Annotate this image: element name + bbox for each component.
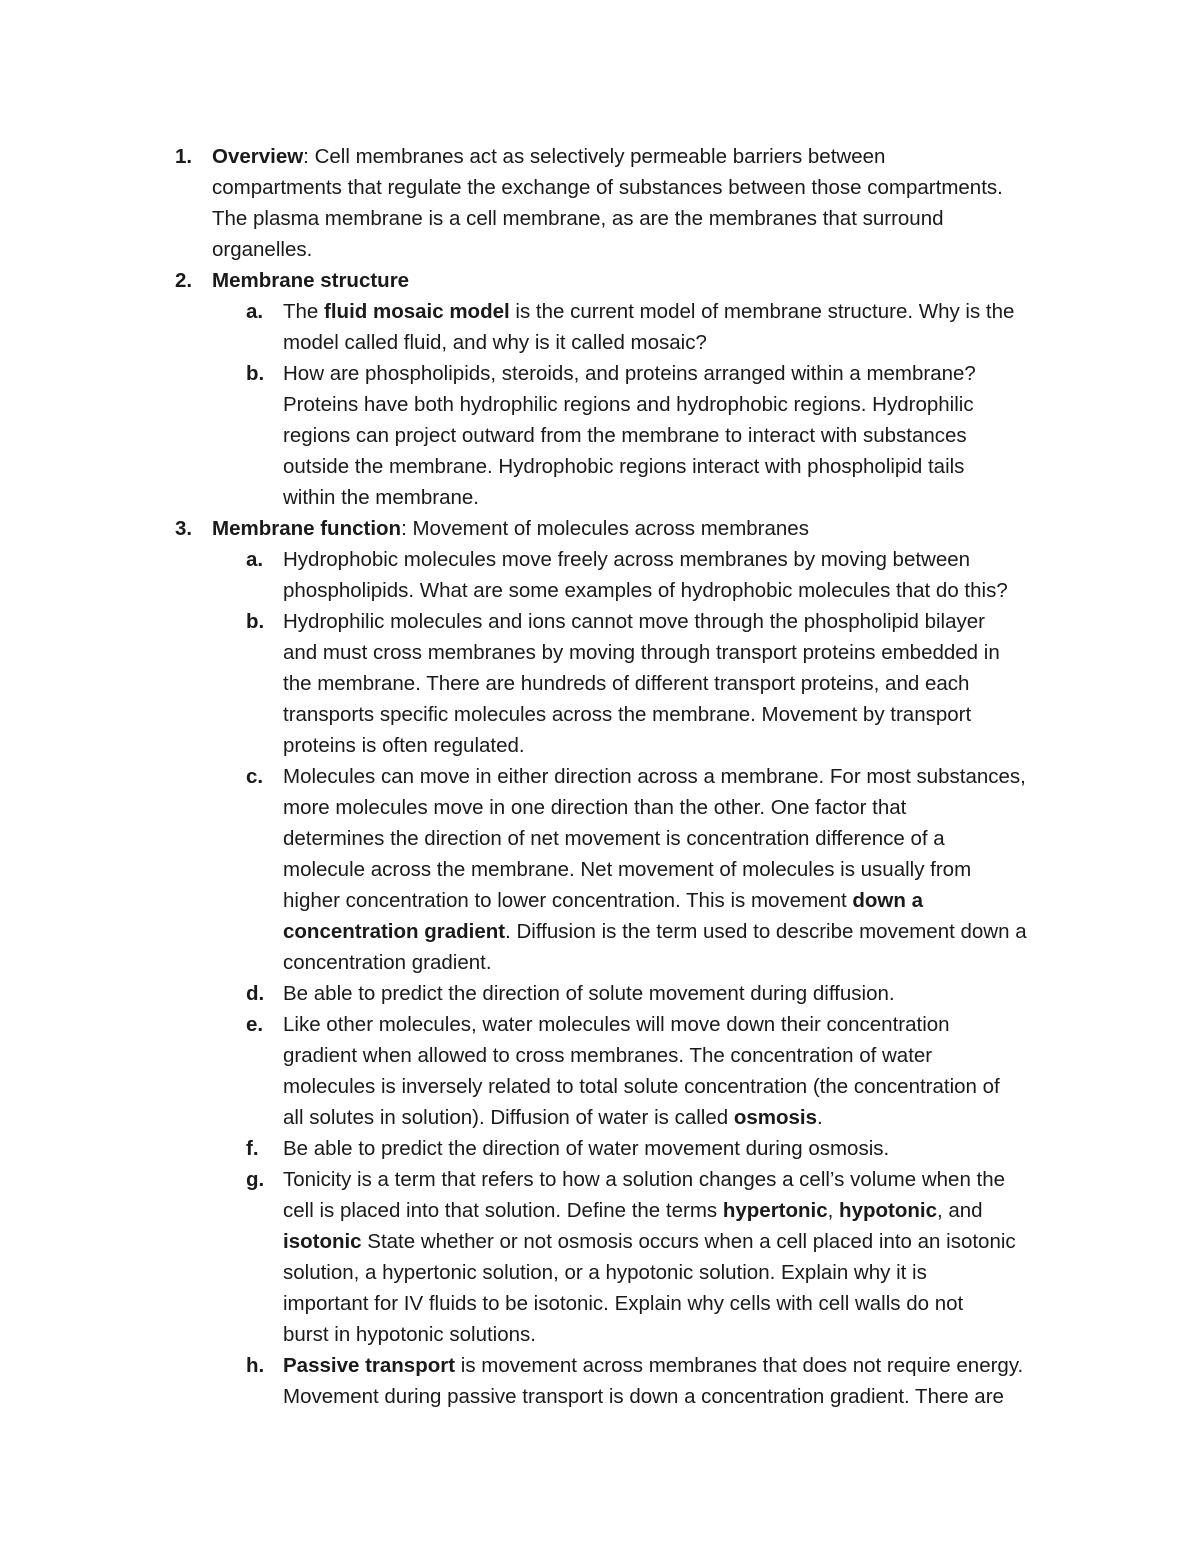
sublist-item-line xyxy=(283,1288,963,1319)
sublist-item-line xyxy=(283,420,967,451)
bold-term: isotonic xyxy=(283,1230,362,1253)
sublist-item-line xyxy=(283,482,479,513)
sublist-item-line xyxy=(283,978,895,1009)
bold-term: Membrane function xyxy=(212,517,402,540)
sublist-item-line xyxy=(283,1040,932,1071)
sublist-item-line xyxy=(283,699,971,730)
sublist-letter: h. xyxy=(246,1354,265,1377)
text-run: Proteins have both hydrophilic regions and hydrophobic regions. Hydrophilic xyxy=(283,393,974,416)
sublist-item-line xyxy=(283,1164,1005,1195)
text-run: : Movement of molecules across membranes xyxy=(401,517,809,540)
text-run: The plasma membrane is a cell membrane, as are the membranes that surround xyxy=(212,207,944,230)
text-run: Movement during passive transport is down a concentration gradient. There are xyxy=(283,1385,1004,1408)
text-run: : Cell membranes act as selectively permeable barriers between xyxy=(303,145,886,168)
text-run: model called fluid, and why is it called mosaic? xyxy=(283,331,707,354)
text-run: proteins is often regulated. xyxy=(283,734,525,757)
sublist-letter: g. xyxy=(246,1168,265,1191)
text-run: cell is placed into that solution. Define the terms xyxy=(283,1199,723,1222)
sublist-item-line xyxy=(283,1319,536,1350)
sublist-item-line xyxy=(283,1350,1023,1381)
text-run: important for IV fluids to be isotonic. Explain why cells with cell walls do not xyxy=(283,1292,964,1315)
text-run: . xyxy=(817,1106,823,1129)
text-run: How are phospholipids, steroids, and proteins arranged within a membrane? xyxy=(283,362,976,385)
bold-term: osmosis xyxy=(733,1106,818,1129)
list-item-line xyxy=(212,203,944,234)
sublist-item-line xyxy=(283,668,969,699)
text-run: . Diffusion is the term used to describe movement down a xyxy=(505,920,1027,943)
list-item-line xyxy=(212,234,312,265)
sublist-item-line xyxy=(283,358,976,389)
text-run: The xyxy=(283,300,325,323)
text-run: State whether or not osmosis occurs when a cell placed into an isotonic xyxy=(361,1230,1016,1253)
text-run: Be able to predict the direction of solute movement during diffusion. xyxy=(283,982,895,1005)
text-run: Tonicity is a term that refers to how a solution changes a cell’s volume when the xyxy=(283,1168,1006,1191)
text-run: within the membrane. xyxy=(283,486,479,509)
sublist-letter: b. xyxy=(246,362,265,385)
sublist-item-line xyxy=(283,885,923,916)
list-number: 2. xyxy=(175,269,193,292)
sublist-item-line xyxy=(283,1133,889,1164)
text-run: compartments that regulate the exchange of substances between those compartments. xyxy=(212,176,1003,199)
list-item-line xyxy=(212,513,809,544)
text-run: and must cross membranes by moving through transport proteins embedded in xyxy=(283,641,1000,664)
text-run: , xyxy=(827,1199,840,1222)
sublist-item-line xyxy=(283,1195,983,1226)
sublist-item-line xyxy=(283,792,906,823)
bold-term: down a xyxy=(852,889,923,912)
text-run: gradient when allowed to cross membranes. The concentration of water xyxy=(283,1044,933,1067)
text-run: regions can project outward from the membrane to interact with substances xyxy=(283,424,967,447)
list-item-line xyxy=(212,172,1003,203)
sublist-item-line xyxy=(283,947,492,978)
text-run: outside the membrane. Hydrophobic regions interact with phospholipid tails xyxy=(283,455,965,478)
text-run: molecules is inversely related to total solute concentration (the concentration of xyxy=(283,1075,1000,1098)
text-run: solution, a hypertonic solution, or a hypotonic solution. Explain why it is xyxy=(283,1261,927,1284)
sublist-item-line xyxy=(283,823,945,854)
sublist-item-line xyxy=(283,1071,1000,1102)
sublist-item-line xyxy=(283,451,964,482)
text-run: concentration gradient. xyxy=(283,951,492,974)
text-run: burst in hypotonic solutions. xyxy=(283,1323,536,1346)
sublist-letter: b. xyxy=(246,610,265,633)
sublist-item-line xyxy=(283,730,525,761)
sublist-item-line xyxy=(283,637,1000,668)
text-run: Hydrophobic molecules move freely across membranes by moving between xyxy=(283,548,971,571)
text-run: Like other molecules, water molecules will move down their concentration xyxy=(283,1013,950,1036)
sublist-item-line xyxy=(283,854,971,885)
sublist-item-line xyxy=(283,389,974,420)
text-run: determines the direction of net movement is concentration difference of a xyxy=(283,827,945,850)
text-run: is movement across membranes that does not require energy. xyxy=(455,1354,1024,1377)
sublist-letter: e. xyxy=(246,1013,264,1036)
bold-term: concentration gradient xyxy=(283,920,506,943)
sublist-item-line xyxy=(283,1381,1004,1412)
bold-term: hypertonic xyxy=(722,1199,828,1222)
text-run: molecule across the membrane. Net movement of molecules is usually from xyxy=(283,858,972,881)
text-run: all solutes in solution). Diffusion of water is called xyxy=(283,1106,734,1129)
bold-term: Membrane structure xyxy=(212,269,410,292)
text-run: transports specific molecules across the membrane. Movement by transport xyxy=(283,703,972,726)
list-number: 1. xyxy=(175,145,193,168)
text-run: Hydrophilic molecules and ions cannot move through the phospholipid bilayer xyxy=(283,610,985,633)
sublist-item-line xyxy=(283,544,970,575)
text-run: higher concentration to lower concentration. This is movement xyxy=(283,889,853,912)
bold-term: hypotonic xyxy=(839,1199,937,1222)
bold-term: Overview xyxy=(212,145,304,168)
sublist-letter: c. xyxy=(246,765,264,788)
list-item-line xyxy=(212,141,885,172)
bold-term: Passive transport xyxy=(283,1354,456,1377)
text-run: , and xyxy=(936,1199,983,1222)
list-item-line xyxy=(212,265,409,296)
sublist-item-line xyxy=(283,327,707,358)
text-run: Molecules can move in either direction across a membrane. For most substances, xyxy=(283,765,1026,788)
sublist-item-line xyxy=(283,761,1026,792)
text-run: organelles. xyxy=(212,238,313,261)
text-run: more molecules move in one direction than the other. One factor that xyxy=(283,796,907,819)
sublist-item-line xyxy=(283,296,1014,327)
sublist-item-line xyxy=(283,1009,950,1040)
sublist-letter: a. xyxy=(246,548,264,571)
sublist-item-line xyxy=(283,1257,927,1288)
list-number: 3. xyxy=(175,517,193,540)
sublist-item-line xyxy=(283,1226,1016,1257)
sublist-item-line xyxy=(283,1102,823,1133)
text-run: phospholipids. What are some examples of hydrophobic molecules that do this? xyxy=(283,579,1008,602)
sublist-item-line xyxy=(283,575,1008,606)
bold-term: fluid mosaic model xyxy=(324,300,510,323)
text-run: is the current model of membrane structure. Why is the xyxy=(509,300,1015,323)
sublist-item-line xyxy=(283,606,985,637)
sublist-letter: f. xyxy=(246,1137,259,1160)
sublist-letter: a. xyxy=(246,300,264,323)
sublist-letter: d. xyxy=(246,982,265,1005)
sublist-item-line xyxy=(283,916,1027,947)
text-run: the membrane. There are hundreds of different transport proteins, and each xyxy=(283,672,970,695)
text-run: Be able to predict the direction of water movement during osmosis. xyxy=(283,1137,890,1160)
